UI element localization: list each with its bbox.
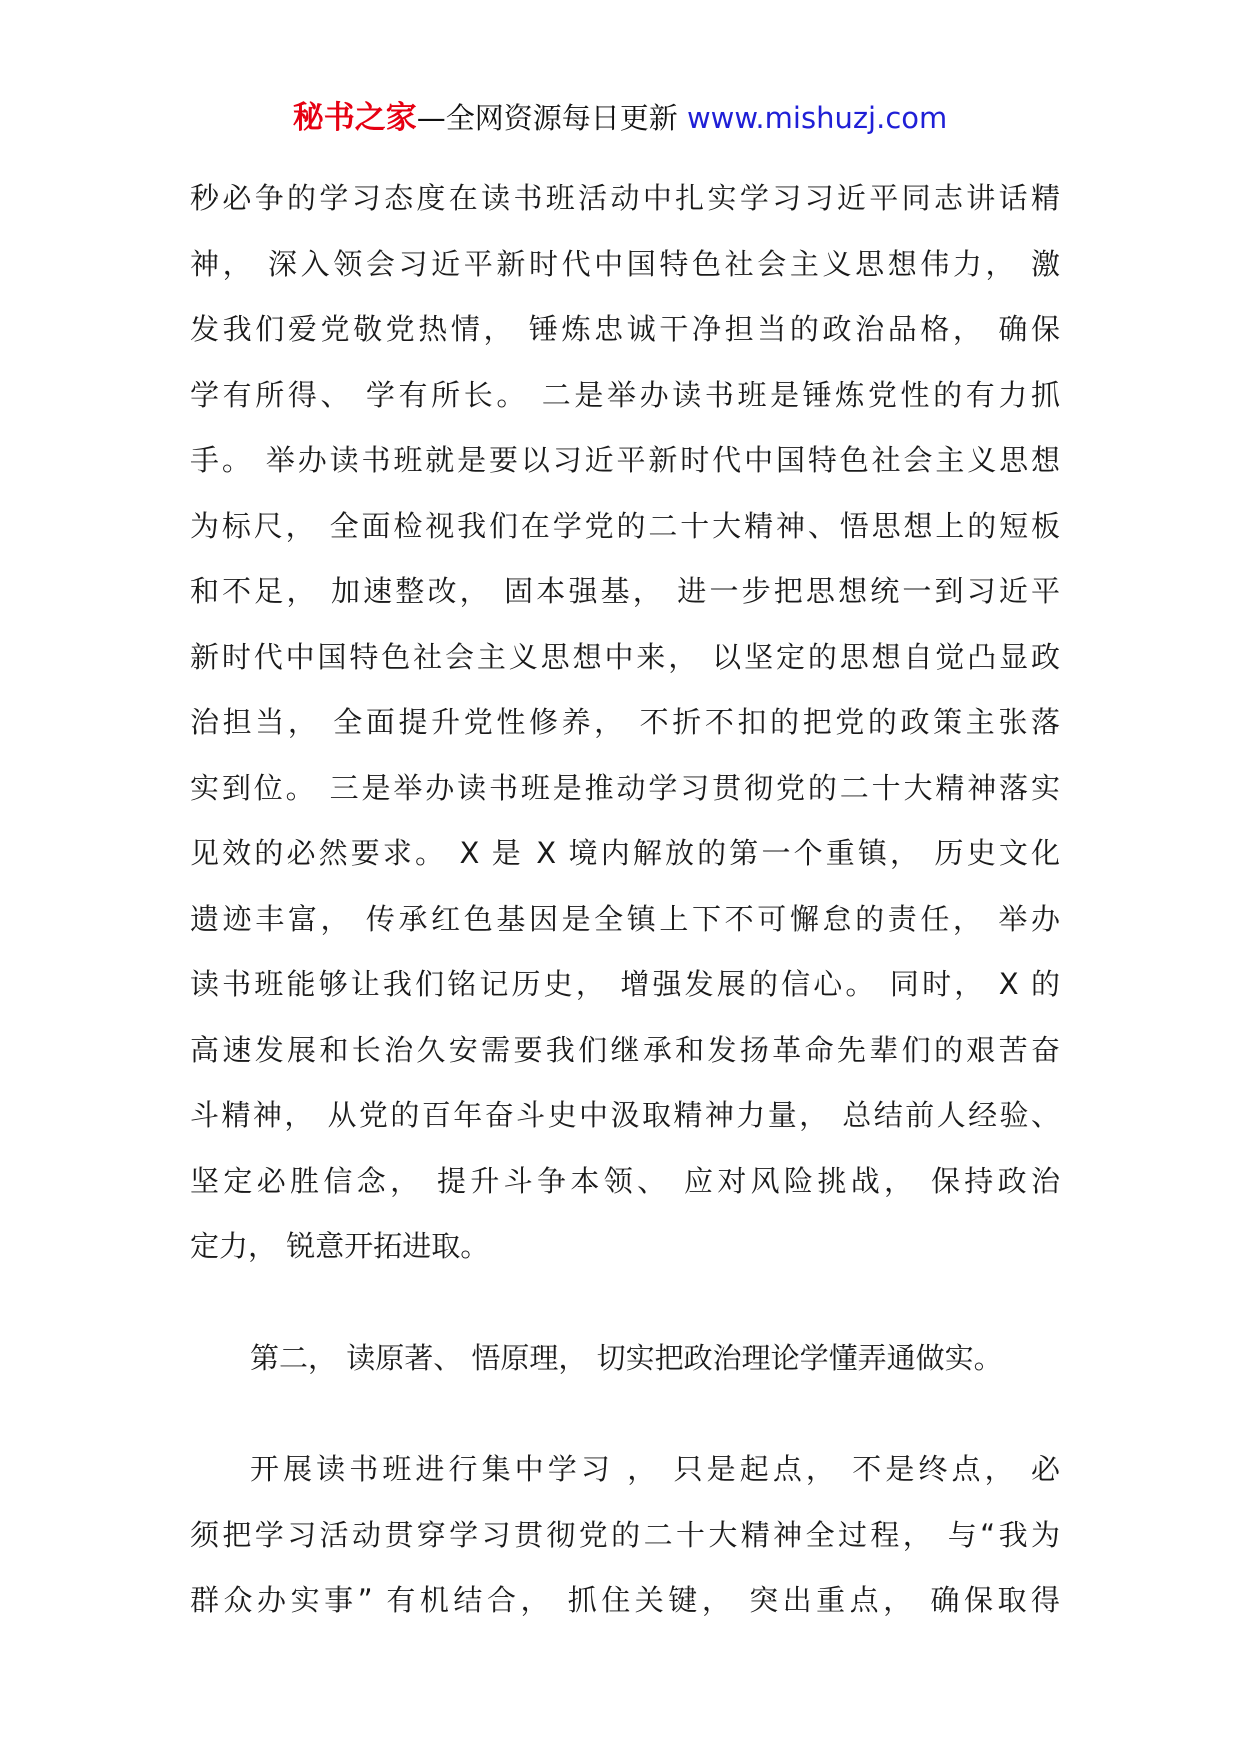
text-line: 新时代中国特色社会主义思想中来， 以坚定的思想自觉凸显政 xyxy=(190,639,1060,674)
text-line: 手。 举办读书班就是要以习近平新时代中国特色社会主义思想 xyxy=(190,443,1060,477)
text-line: 须把学习活动贯穿学习贯彻党的二十大精神全过程， 与“我为 xyxy=(190,1517,1060,1552)
text-line: 高速发展和长治久安需要我们继承和发扬革命先辈们的艰苦奋 xyxy=(190,1032,1060,1067)
text-line: 秒必争的学习态度在读书班活动中扎实学习习近平同志讲话精 xyxy=(190,181,1060,215)
section-heading: 第二， 读原著、 悟原理， 切实把政治理论学懂弄通做实。 xyxy=(250,1340,1003,1375)
text-line: 神， 深入领会习近平新时代中国特色社会主义思想伟力， 激 xyxy=(190,246,1060,281)
text-line: 定力， 锐意开拓进取。 xyxy=(190,1229,490,1263)
document-body xyxy=(190,166,1060,1634)
text-line: 坚定必胜信念， 提升斗争本领、 应对风险挑战， 保持政治 xyxy=(190,1163,1060,1198)
site-url-link[interactable]: www.mishuzj.com xyxy=(686,101,948,135)
paragraph-1 xyxy=(190,166,1060,1280)
text-line: 遗迹丰富， 传承红色基因是全镇上下不可懈怠的责任， 举办 xyxy=(190,901,1060,936)
text-line: 读书班能够让我们铭记历史， 增强发展的信心。 同时， X 的 xyxy=(190,967,1060,1001)
paragraph-spacer xyxy=(190,1391,1060,1437)
text-line: 见效的必然要求。 X 是 X 境内解放的第一个重镇， 历史文化 xyxy=(190,836,1060,870)
site-header xyxy=(0,98,1240,138)
header-slogan: —全网资源每日更新 xyxy=(416,101,687,135)
text-line: 发我们爱党敬党热情， 锤炼忠诚干净担当的政治品格， 确保 xyxy=(190,312,1060,346)
text-line: 学有所得、 学有所长。 二是举办读书班是锤炼党性的有力抓 xyxy=(190,377,1060,412)
text-line: 和不足， 加速整改， 固本强基， 进一步把思想统一到习近平 xyxy=(190,574,1060,608)
text-line: 治担当， 全面提升党性修养， 不折不扣的把党的政策主张落 xyxy=(190,705,1060,739)
paragraph-2 xyxy=(190,1437,1060,1634)
text-line: 为标尺， 全面检视我们在学党的二十大精神、悟思想上的短板 xyxy=(190,508,1060,543)
brand-name: 秘书之家 xyxy=(292,100,417,136)
text-line: 开展读书班进行集中学习 ， 只是起点， 不是终点， 必 xyxy=(250,1452,1060,1486)
text-line: 群众办实事” 有机结合， 抓住关键， 突出重点， 确保取得 xyxy=(190,1583,1060,1617)
text-line: 实到位。 三是举办读书班是推动学习贯彻党的二十大精神落实 xyxy=(190,770,1060,805)
text-line: 斗精神， 从党的百年奋斗史中汲取精神力量， 总结前人经验、 xyxy=(190,1098,1060,1132)
paragraph-spacer xyxy=(190,1280,1060,1326)
